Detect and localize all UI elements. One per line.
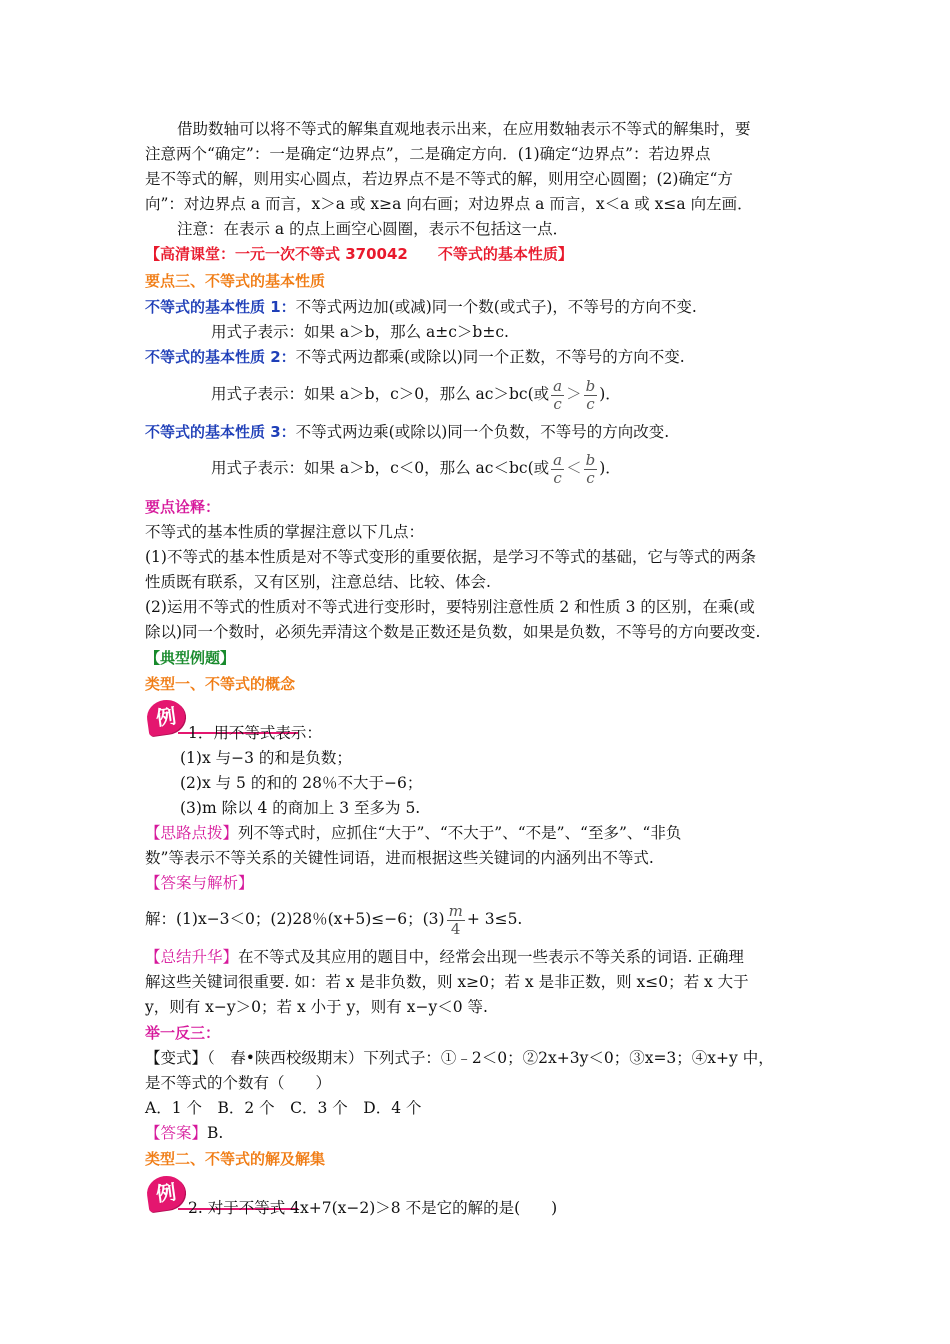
intro-line: 是不等式的解，则用实心圆点，若边界点不是不等式的解，则用空心圆圈；(2)确定“方 [145,170,733,188]
answer-label: 【答案与解析】 [145,874,254,892]
notes-line: (2)运用不等式的性质对不等式进行变形时，要特别注意性质 2 和性质 3 的区别，在乘(或 [145,598,755,616]
variant-text: （ 春•陕西校级期末）下列式子：①﹣2＜0；②2x+3y＜0；③x=3；④x+y 中， [207,1049,774,1067]
fraction-numerator: a [553,450,563,469]
property-2 [145,346,685,368]
property-2-text: 不等式两边都乘(或除以)同一个正数，不等号的方向不变. [295,348,685,366]
property-3 [145,421,669,443]
notes-line: 不等式的基本性质的掌握注意以下几点： [145,523,425,541]
fraction-denominator: c [586,394,595,413]
hint [145,822,681,844]
fraction [447,903,465,938]
variant-answer [145,1122,223,1144]
property-1-text: 不等式两边加(或减)同一个数(或式子)，不等号的方向不变. [295,298,697,316]
intro-note: 注意：在表示 a 的点上画空心圆圈，表示不包括这一点． [177,220,569,238]
summary [145,946,744,968]
fraction [584,452,598,487]
intro-line: 借助数轴可以将不等式的解集直观地表示出来，在应用数轴表示不等式的解集时，要 [177,120,751,138]
property-2-label: 不等式的基本性质 2： [145,348,296,366]
question-1-item: (1)x 与−3 的和是负数； [180,749,352,767]
summary-label: 【总结升华】 [145,948,239,966]
hint-text: 数”等表示不等关系的关键性词语，进而根据这些关键词的内涵列出不等式. [145,849,654,867]
fraction [584,378,598,413]
variant-options: A．1 个 B．2 个 C．3 个 D．4 个 [145,1099,422,1117]
fraction [551,452,564,487]
lesson-link[interactable]: 【高清课堂：一元一次不等式 370042 不等式的基本性质】 [145,245,573,263]
variant-label: 【变式】 [145,1049,208,1067]
formula-text: 用式子表示：如果 a＞b，c＜0，那么 ac＜bc(或 [211,459,550,477]
question-2: 2. 对于不等式 4x+7(x−2)＞8 不是它的解的是( ) [188,1199,558,1217]
notes-line: 除以)同一个数时，必须先弄清这个数是正数还是负数，如果是负数，不等号的方向要改变. [145,623,761,641]
fraction-numerator: b [585,376,596,395]
solution-text: 解：(1)x−3＜0；(2)28％(x+5)≤−6；(3) [145,910,445,928]
question-1-item: (3)m 除以 4 的商加上 3 至多为 5. [180,799,421,817]
summary-text: 在不等式及其应用的题目中，经常会出现一些表示不等关系的词语. 正确理 [238,948,744,966]
solution [145,897,522,941]
summary-text: y，则有 x−y＞0；若 x 小于 y，则有 x−y＜0 等. [145,998,488,1016]
example-badge: 例 [145,1174,187,1213]
hint-text: 列不等式时，应抓住“大于”、“不大于”、“不是”、“至多”、“非负 [238,824,682,842]
formula-text: )． [599,385,621,403]
property-1-formula: 用式子表示：如果 a＞b，那么 a±c＞b±c. [211,323,509,341]
variant [145,1047,774,1069]
property-1-label: 不等式的基本性质 1： [145,298,296,316]
notes-line: (1)不等式的基本性质是对不等式变形的重要依据，是学习不等式的基础，它与等式的两条 [145,548,756,566]
notes-line: 性质既有联系，又有区别，注意总结、比较、体会. [145,573,491,591]
intro-line: 向”：对边界点 a 而言，x＞a 或 x≥a 向右画；对边界点 a 而言，x＜a 或 x≤a 向左画． [145,195,753,213]
fraction-numerator: m [448,901,463,920]
formula-text: )． [599,459,621,477]
answer-value: B. [207,1124,224,1142]
fraction-denominator: 4 [450,919,461,938]
section-title: 要点三、不等式的基本性质 [145,272,326,290]
example-badge: 例 [145,698,187,737]
property-3-text: 不等式两边乘(或除以)同一个负数，不等号的方向改变. [295,423,670,441]
inequality-sign: ＜ [566,459,582,477]
variant-text: 是不等式的个数有（ ） [145,1074,332,1092]
property-1 [145,296,697,318]
answer-label: 【答案】 [145,1124,208,1142]
notes-title: 要点诠释： [145,498,221,516]
solution-text: + 3≤5. [466,910,523,928]
property-3-label: 不等式的基本性质 3： [145,423,296,441]
fraction-denominator: c [553,468,562,487]
hint-label: 【思路点拨】 [145,824,239,842]
practice-title: 举一反三： [145,1024,221,1042]
fraction [551,378,564,413]
examples-header: 【典型例题】 [145,649,236,667]
fraction-denominator: c [586,468,595,487]
type2-title: 类型二、不等式的解及解集 [145,1150,326,1168]
question-1: 1．用不等式表示： [188,724,322,742]
question-1-item: (2)x 与 5 的和的 28％不大于−6； [180,774,423,792]
formula-text: 用式子表示：如果 a＞b，c＞0，那么 ac＞bc(或 [211,385,550,403]
fraction-numerator: a [553,376,563,395]
fraction-denominator: c [553,394,562,413]
fraction-numerator: b [585,450,596,469]
summary-text: 解这些关键词很重要. 如：若 x 是非负数，则 x≥0；若 x 是非正数，则 x≤0；若 x 大于 [145,973,749,991]
type1-title: 类型一、不等式的概念 [145,675,296,693]
inequality-sign: ＞ [566,385,582,403]
property-3-formula [211,446,621,490]
intro-line: 注意两个“确定”：一是确定“边界点”，二是确定方向．(1)确定“边界点”：若边界点 [145,145,711,163]
property-2-formula [211,372,621,416]
